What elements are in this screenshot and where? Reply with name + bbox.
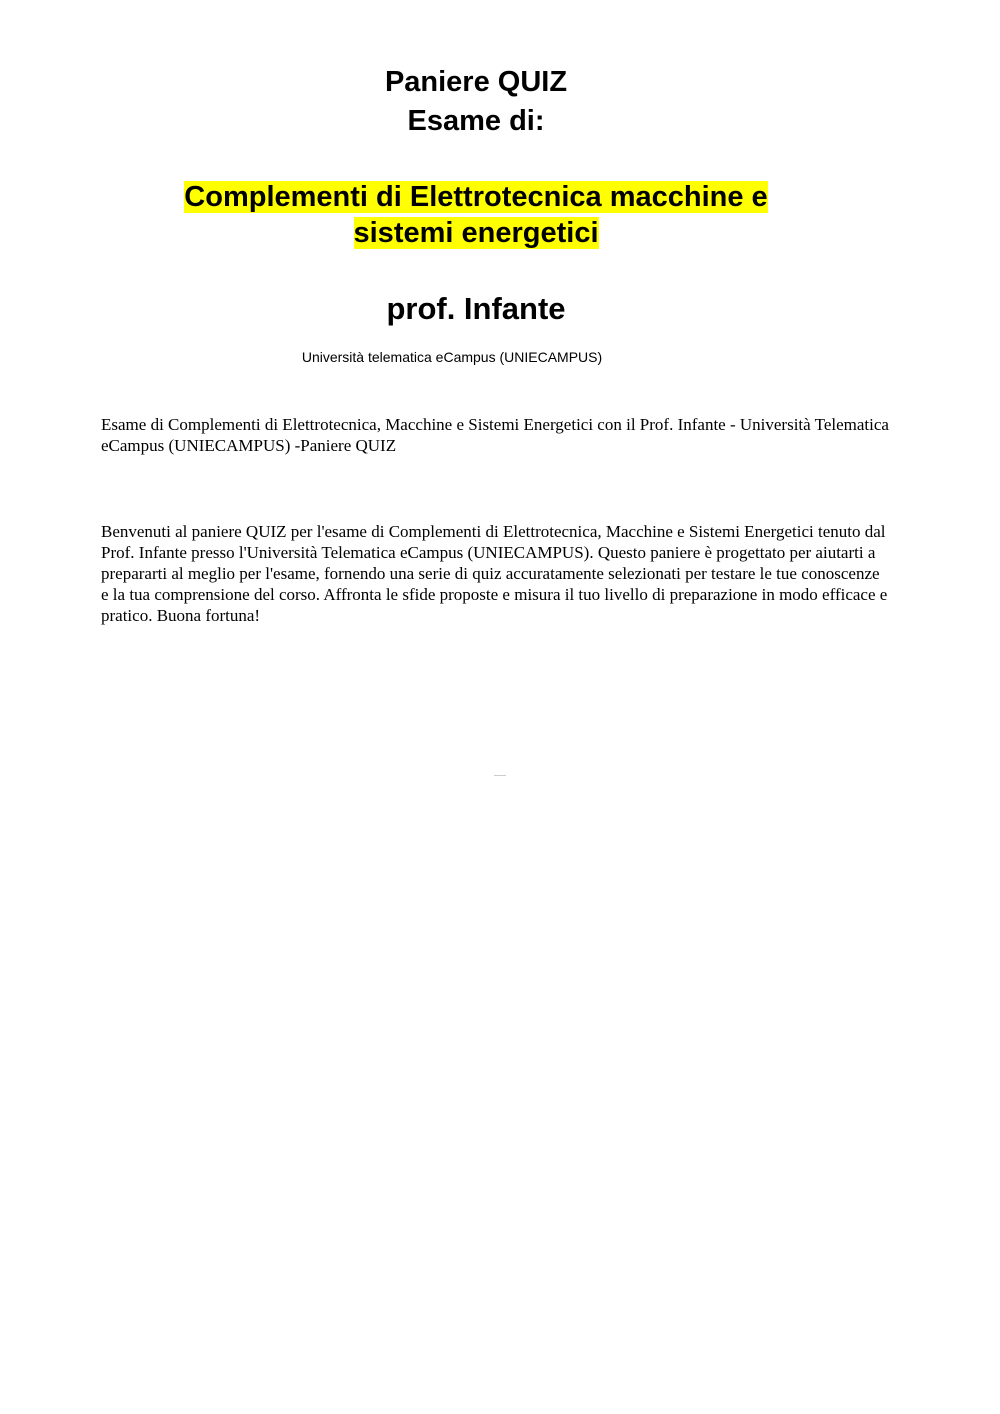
university-name: Università telematica eCampus (UNIECAMPUS) <box>301 349 603 365</box>
course-name-highlight: sistemi energetici <box>353 217 599 249</box>
document-subtitle: Esame di: <box>407 105 545 137</box>
document-title: Paniere QUIZ <box>384 66 568 98</box>
page-mark <box>494 775 506 776</box>
course-name-line-2 <box>0 215 952 251</box>
welcome-paragraph: Benvenuti al paniere QUIZ per l'esame di Complementi di Elettrotecnica, Macchine e Sistemi Energetici tenuto dal Prof. Infante presso l'Università Telematica eCampus (UNIECAMPUS). Questo paniere è progettato per aiutarti a prepararti al meglio per l'esame, fornendo una serie di quiz accuratamente selezionati per testare le tue conoscenze e la tua comprensione del corso. Affronta le sfide proposte e misura il tuo livello di preparazione in modo efficace e pratico. Buona fortuna! <box>101 522 888 625</box>
intro-paragraph: Esame di Complementi di Elettrotecnica, Macchine e Sistemi Energetici con il Prof. Infante - Università Telematica eCampus (UNIECAMPUS) -Paniere QUIZ <box>101 415 889 455</box>
course-name-line-1 <box>0 179 952 215</box>
course-name-highlight: Complementi di Elettrotecnica macchine e <box>184 181 768 213</box>
professor-name: prof. Infante <box>386 291 566 326</box>
